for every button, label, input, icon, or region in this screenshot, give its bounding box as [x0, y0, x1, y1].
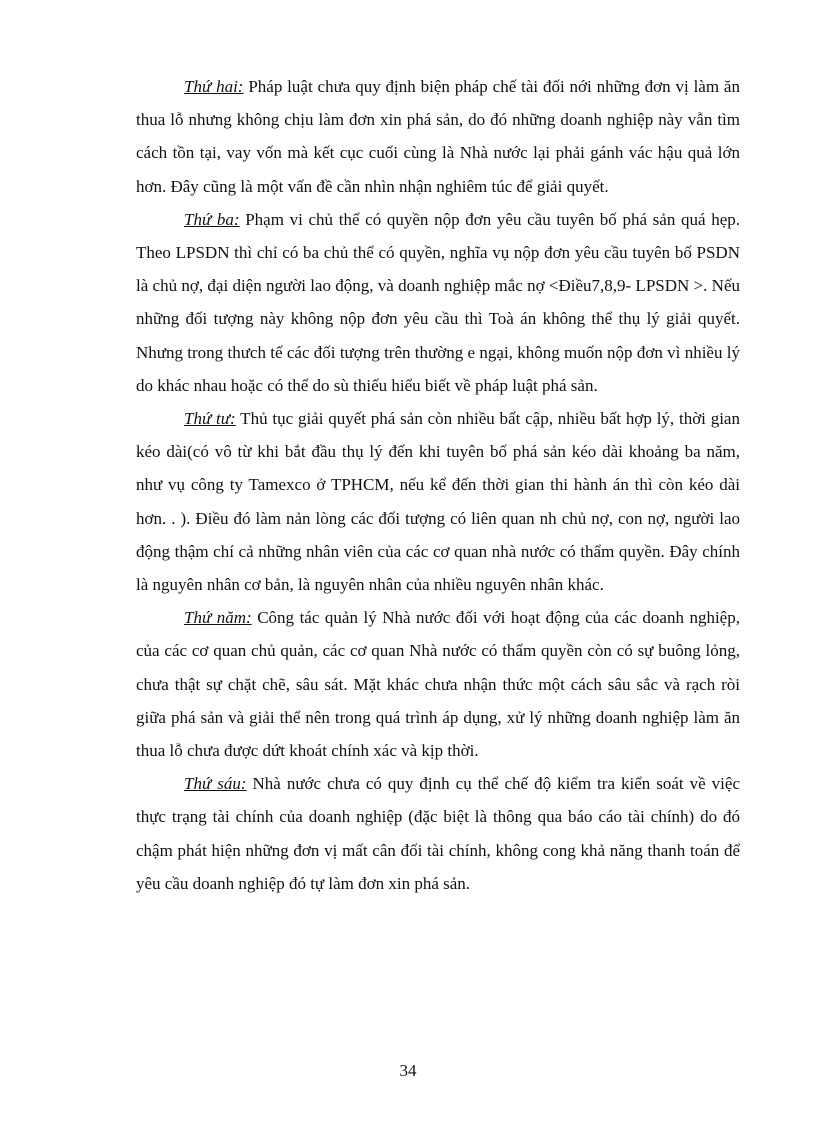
paragraph-thu-nam: [136, 601, 740, 767]
paragraph-lead: Thứ ba:: [184, 209, 240, 229]
paragraph-thu-ba: [136, 203, 740, 402]
paragraph-lead: Thứ năm:: [184, 608, 252, 628]
paragraph-lead: Thứ hai:: [184, 77, 244, 96]
paragraph-text: Công tác quản lý Nhà nước đối với hoạt động của các doanh nghiệp, của các cơ quan chủ quản, các cơ quan Nhà nước có thẩm quyền còn có sự buông lỏng, chưa thật sự chặt chẽ, sâu sát. Mặt khác chưa nhận thức một cách sâu sắc và rạch ròi giữa phá sản và giải thể nên trong quá trình áp dụng, xử lý những doanh nghiệp làm ăn thua lỗ chưa được dứt khoát chính xác và kịp thời.: [136, 608, 740, 761]
paragraph-text: Pháp luật chưa quy định biện pháp chế tài đối nới những đơn vị làm ăn thua lỗ nhưng không chịu làm đơn xin phá sản, do đó những doanh nghiệp này vẫn tìm cách tồn tại, vay vốn mà kết cục cuối cùng là Nhà nước lại phải gánh vác hậu quả lớn hơn. Đây cũng là một vấn đề cần nhìn nhận nghiêm túc để giải quyết.: [136, 77, 740, 196]
paragraph-thu-hai: [136, 70, 740, 203]
paragraph-text: Nhà nước chưa có quy định cụ thể chế độ kiểm tra kiển soát về việc thực trạng tài chính của doanh nghiệp (đặc biệt là thông qua báo cáo tài chính) do đó chậm phát hiện những đơn vị mất cân đối tài chính, không cong khả năng thanh toán để yêu cầu doanh nghiệp đó tự làm đơn xin phá sản.: [136, 774, 740, 893]
paragraph-lead: Thứ tư:: [184, 409, 236, 429]
document-body: [136, 70, 740, 900]
paragraph-text: Thủ tục giải quyết phá sản còn nhiều bất cập, nhiều bất hợp lý, thời gian kéo dài(có vô từ khi bắt đầu thụ lý đến khi tuyên bố phá sản kéo dài khoảng ba năm, như vụ công ty Tamexco ở TPHCM, nếu kể đến thời gian thi hành án thì còn kéo dài hơn. . ). Điều đó làm nản lòng các đối tượng có liên quan nh chủ nợ, con nợ, người lao động thậm chí cả những nhân viên của các cơ quan nhà nước có thẩm quyền. Đây chính là nguyên nhân cơ bản, là nguyên nhân của nhiều nguyên nhân khác.: [136, 409, 740, 595]
page-number: 34: [399, 1061, 417, 1080]
paragraph-thu-tu: [136, 402, 740, 601]
paragraph-lead: Thứ sáu:: [184, 774, 247, 794]
paragraph-thu-sau: [136, 767, 740, 900]
paragraph-text: Phạm vi chủ thể có quyền nộp đơn yêu cầu tuyên bố phá sản quá hẹp. Theo LPSDN thì chỉ có ba chủ thể có quyền, nghĩa vụ nộp đơn yêu cầu tuyên bố PSDN là chủ nợ, đại diện người lao động, và doanh nghiệp mắc nợ <Điều7,8,9- LPSDN >. Nếu những đối tượng này không nộp đơn yêu cầu thì Toà án không thể thụ lý giải quyết. Nhưng trong thưch tế các đối tượng trên thường e ngại, không muốn nộp đơn vì nhiều lý do khác nhau hoặc có thể do sù thiếu hiểu biết về pháp luật phá sản.: [136, 209, 741, 395]
